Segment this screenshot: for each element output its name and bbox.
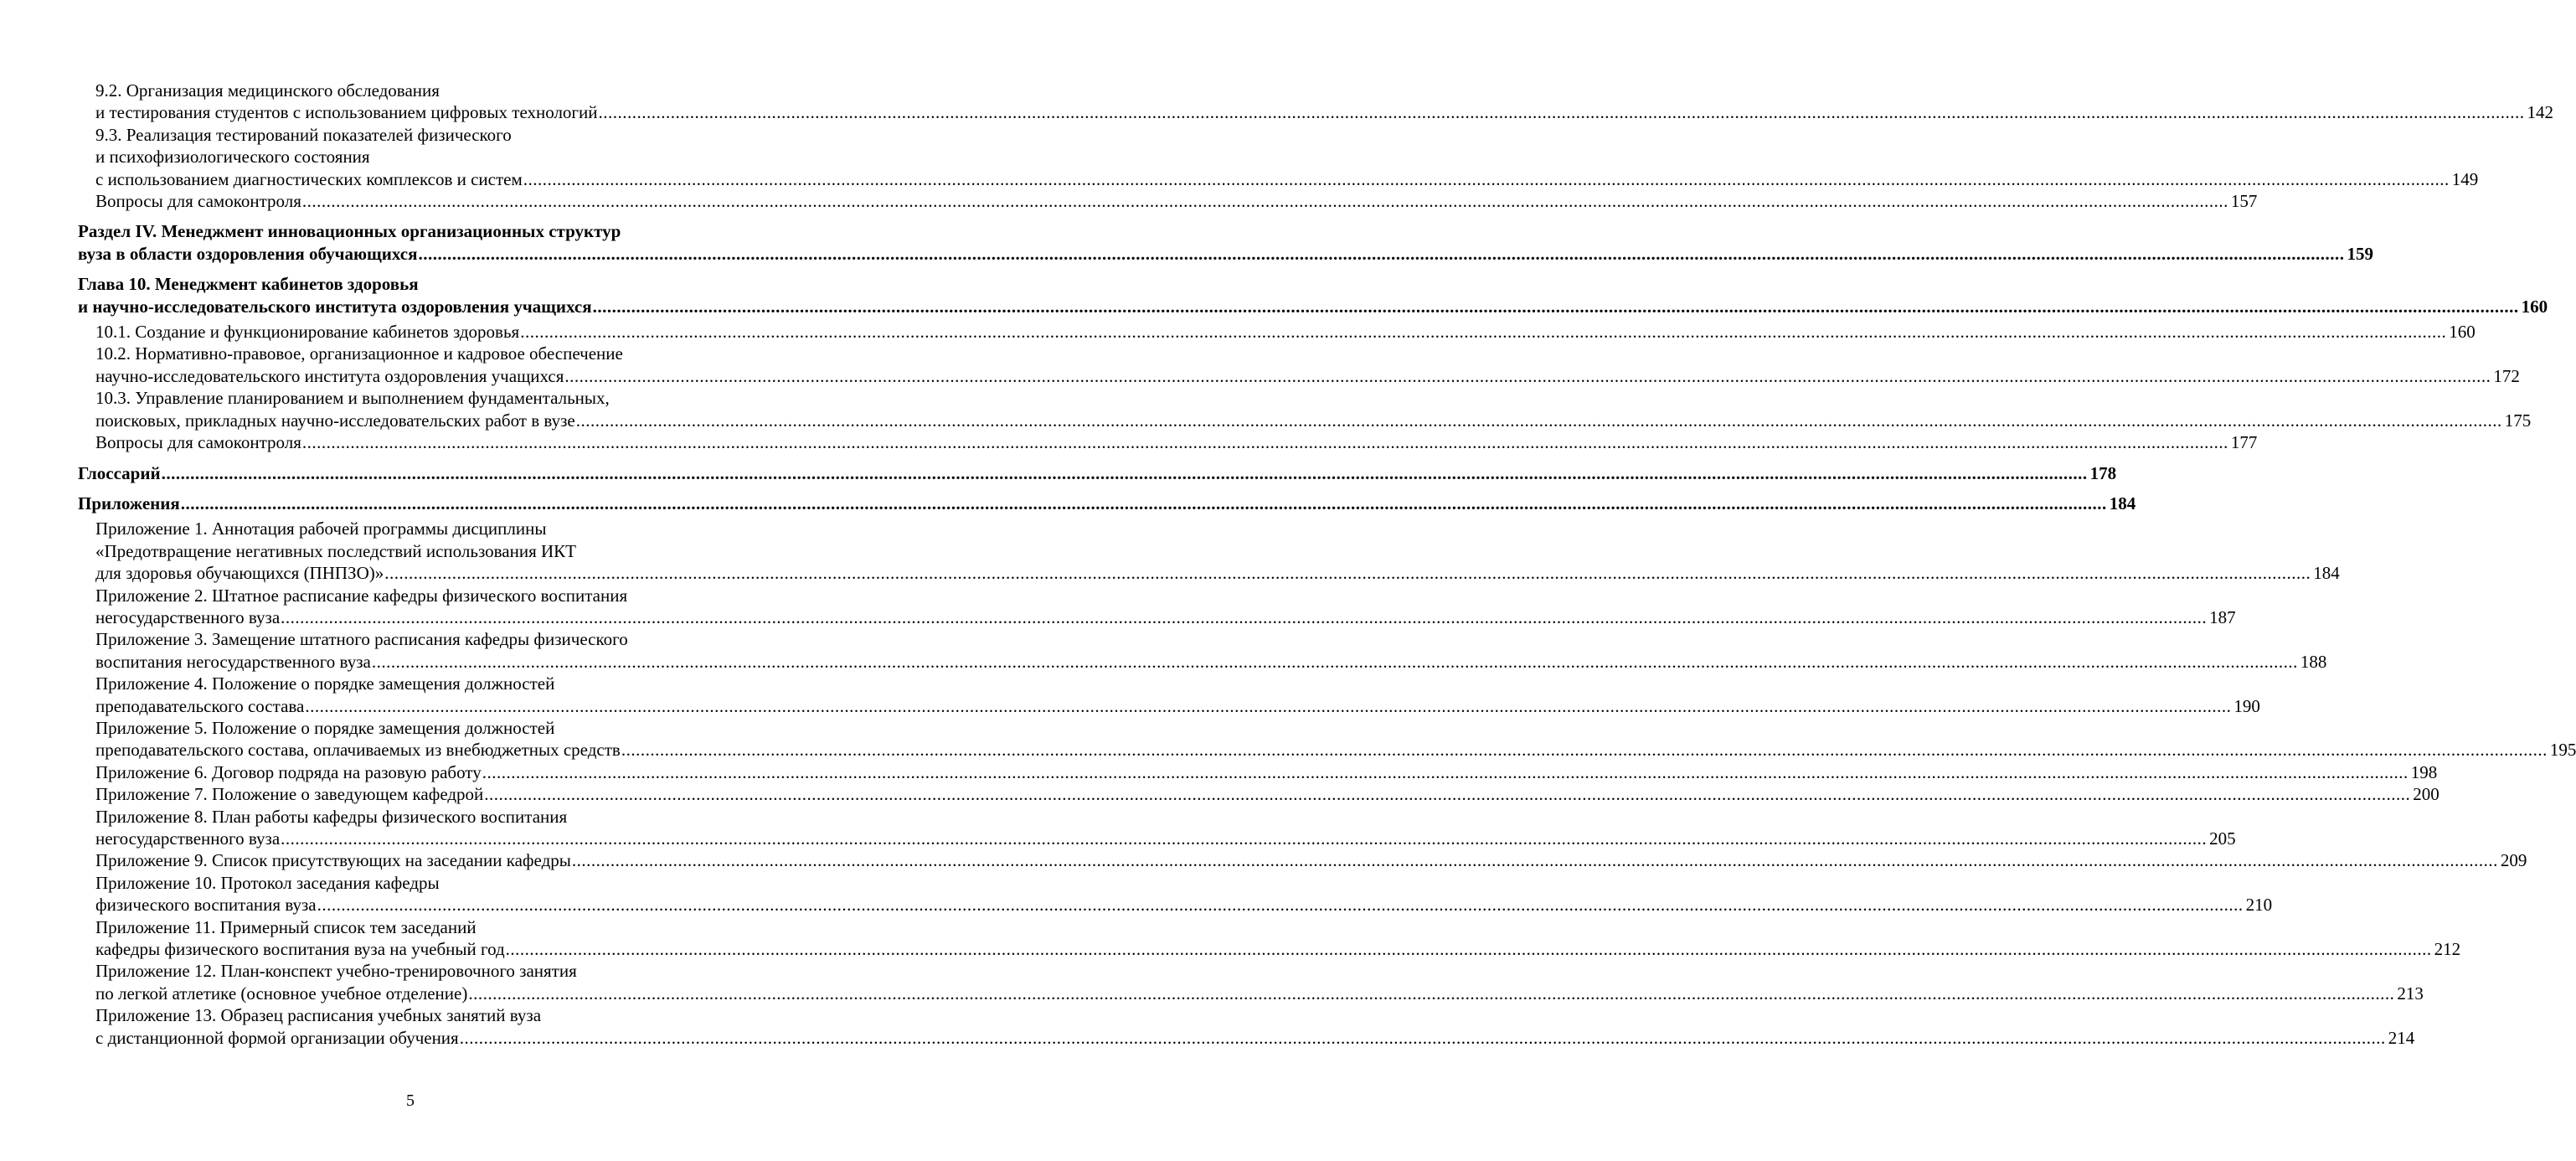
- toc-entry: [95, 343, 2520, 387]
- toc-entry-title: Вопросы для самоконтроля: [95, 432, 301, 453]
- toc-page-number: 210: [2245, 895, 2273, 916]
- toc-entry-title: Глоссарий: [78, 462, 161, 483]
- toc-entry-line: 10.3. Управление планированием и выполнением фундаментальных,: [95, 388, 610, 409]
- toc-entry-line: Приложение 10. Протокол заседания кафедры: [95, 872, 440, 893]
- dot-leader: ................................................................................................................................................................................................................................................................................................................................................................................................................: [281, 828, 2208, 849]
- toc-entry-line: Приложение 13. Образец расписания учебных занятий вуза: [95, 1005, 542, 1026]
- toc-entry: [95, 321, 2476, 343]
- dot-leader: ................................................................................................................................................................................................................................................................................................................................................................................................................: [371, 651, 2298, 672]
- toc-entry-title: с использованием диагностических комплексов и систем: [95, 168, 523, 189]
- dot-leader: ................................................................................................................................................................................................................................................................................................................................................................................................................: [505, 939, 2432, 960]
- toc-entry-title: 10.1. Создание и функционирование кабинетов здоровья: [95, 322, 520, 343]
- dot-leader: ................................................................................................................................................................................................................................................................................................................................................................................................................: [571, 850, 2498, 871]
- toc-heading: [78, 220, 2373, 265]
- toc-entry-title: физического воспитания вуза: [95, 895, 317, 916]
- toc-entry-line: Приложение 3. Замещение штатного расписания кафедры физического: [95, 629, 628, 650]
- toc-entry-title: Приложение 9. Список присутствующих на заседании кафедры: [95, 850, 571, 871]
- dot-leader: ................................................................................................................................................................................................................................................................................................................................................................................................................: [523, 168, 2450, 189]
- toc-entry: [95, 628, 2327, 673]
- toc-entry: [95, 1004, 2415, 1049]
- toc-entry-last-line: [78, 296, 2548, 317]
- toc-page-number: 157: [2230, 191, 2258, 212]
- toc-entry-last-line: [95, 321, 2476, 343]
- dot-leader: ................................................................................................................................................................................................................................................................................................................................................................................................................: [520, 322, 2447, 343]
- toc-entry-title: негосударственного вуза: [95, 828, 281, 849]
- toc-entry-title: Приложения: [78, 493, 180, 513]
- toc-entry-line: Приложение 1. Аннотация рабочей программы дисциплины: [95, 519, 547, 539]
- toc-entry: [95, 673, 2260, 717]
- dot-leader: ................................................................................................................................................................................................................................................................................................................................................................................................................: [418, 243, 2345, 264]
- toc-entry-line: Приложение 2. Штатное расписание кафедры физического воспитания: [95, 585, 628, 606]
- toc-page-number: 188: [2300, 651, 2327, 672]
- toc-entry: [95, 849, 2527, 871]
- toc-page-number: 214: [2388, 1027, 2415, 1048]
- toc-entry-last-line: [95, 431, 2258, 453]
- toc-page-number: 184: [2109, 493, 2136, 513]
- toc-page-number: 149: [2451, 168, 2479, 189]
- dot-leader: ................................................................................................................................................................................................................................................................................................................................................................................................................: [281, 606, 2208, 627]
- toc-page-number: 160: [2521, 296, 2548, 317]
- toc-entry: [95, 806, 2236, 850]
- dot-leader: ................................................................................................................................................................................................................................................................................................................................................................................................................: [161, 462, 2088, 483]
- toc-entry-last-line: [95, 695, 2260, 717]
- dot-leader: ................................................................................................................................................................................................................................................................................................................................................................................................................: [305, 695, 2232, 716]
- toc-entry-last-line: [95, 410, 2532, 431]
- toc-entry: [95, 387, 2532, 431]
- toc-entry-last-line: [95, 168, 2479, 190]
- toc-entry-last-line: [95, 1027, 2415, 1049]
- toc-entry: [95, 960, 2424, 1004]
- toc-entry-title: преподавательского состава: [95, 695, 305, 716]
- dot-leader: ................................................................................................................................................................................................................................................................................................................................................................................................................: [564, 365, 2491, 386]
- toc-entry-line: Приложение 8. План работы кафедры физического воспитания: [95, 806, 568, 827]
- toc-entry-title: и тестирования студентов с использованием цифровых технологий: [95, 102, 598, 123]
- toc-entry-line: Приложение 4. Положение о порядке замещения должностей: [95, 673, 555, 694]
- dot-leader: ................................................................................................................................................................................................................................................................................................................................................................................................................: [575, 410, 2502, 431]
- toc-entry-line: Приложение 11. Примерный список тем заседаний: [95, 916, 477, 937]
- toc-entry-title: по легкой атлетике (основное учебное отделение): [95, 983, 468, 1004]
- toc-entry-line: Приложение 12. План-конспект учебно-тренировочного занятия: [95, 961, 577, 982]
- toc-entry-line: 10.2. Нормативно-правовое, организационное и кадровое обеспечение: [95, 343, 623, 364]
- dot-leader: ................................................................................................................................................................................................................................................................................................................................................................................................................: [180, 493, 2107, 513]
- toc-entry-title: Приложение 7. Положение о заведующем кафедрой: [95, 784, 484, 805]
- toc-entry-line: Раздел IV. Менеджмент инновационных организационных структур: [78, 221, 621, 242]
- toc-page-number: 184: [2313, 563, 2340, 584]
- toc-entry-last-line: [95, 190, 2258, 212]
- toc-entry: [95, 783, 2439, 805]
- dot-leader: ................................................................................................................................................................................................................................................................................................................................................................................................................: [317, 895, 2244, 916]
- toc-page-number: 213: [2397, 983, 2424, 1004]
- table-of-contents: [78, 80, 2576, 1049]
- toc-entry: [95, 585, 2236, 629]
- dot-leader: ................................................................................................................................................................................................................................................................................................................................................................................................................: [592, 296, 2519, 317]
- toc-page-number: 160: [2449, 322, 2476, 343]
- dot-leader: ................................................................................................................................................................................................................................................................................................................................................................................................................: [482, 761, 2409, 782]
- toc-page-number: 195: [2549, 740, 2576, 761]
- toc-entry-last-line: [95, 828, 2236, 849]
- dot-leader: ................................................................................................................................................................................................................................................................................................................................................................................................................: [301, 432, 2228, 453]
- toc-entry-last-line: [95, 101, 2554, 123]
- toc-page-number: 172: [2493, 365, 2520, 386]
- toc-heading: [78, 462, 2117, 484]
- dot-leader: ................................................................................................................................................................................................................................................................................................................................................................................................................: [468, 983, 2395, 1004]
- toc-entry-last-line: [78, 243, 2373, 265]
- toc-entry-last-line: [95, 849, 2527, 871]
- toc-entry-line: Приложение 5. Положение о порядке замещения должностей: [95, 717, 555, 738]
- toc-entry: [95, 518, 2340, 584]
- toc-page-number: 177: [2230, 432, 2258, 453]
- toc-entry: [95, 717, 2576, 761]
- toc-entry: [95, 190, 2258, 212]
- toc-entry-line: 9.2. Организация медицинского обследования: [95, 80, 440, 101]
- dot-leader: ................................................................................................................................................................................................................................................................................................................................................................................................................: [598, 102, 2525, 123]
- toc-entry: [95, 872, 2273, 916]
- toc-entry: [95, 80, 2554, 124]
- dot-leader: ................................................................................................................................................................................................................................................................................................................................................................................................................: [459, 1027, 2386, 1048]
- toc-page-number: 187: [2209, 606, 2236, 627]
- toc-entry-title: научно-исследовательского института оздоровления учащихся: [95, 365, 564, 386]
- toc-entry-last-line: [95, 761, 2438, 783]
- toc-entry-last-line: [78, 493, 2136, 514]
- dot-leader: ................................................................................................................................................................................................................................................................................................................................................................................................................: [484, 784, 2411, 805]
- page-number: 5: [406, 1091, 415, 1110]
- toc-entry-last-line: [95, 562, 2340, 584]
- toc-entry-title: поисковых, прикладных научно-исследовательских работ в вузе: [95, 410, 575, 431]
- toc-entry-title: вуза в области оздоровления обучающихся: [78, 243, 418, 264]
- toc-entry-last-line: [95, 983, 2424, 1004]
- toc-page-number: 209: [2500, 850, 2527, 871]
- toc-entry-title: для здоровья обучающихся (ПНПЗО)»: [95, 563, 384, 584]
- toc-entry-last-line: [95, 938, 2461, 960]
- toc-entry-title: негосударственного вуза: [95, 606, 281, 627]
- toc-entry-line: и психофизиологического состояния: [95, 147, 370, 168]
- toc-entry-last-line: [95, 651, 2327, 673]
- toc-entry-last-line: [95, 606, 2236, 628]
- toc-entry-title: Приложение 6. Договор подряда на разовую работу: [95, 761, 482, 782]
- toc-entry-last-line: [95, 894, 2273, 916]
- toc-entry-last-line: [95, 739, 2576, 761]
- toc-entry-last-line: [78, 462, 2117, 484]
- toc-entry: [95, 916, 2461, 961]
- toc-entry: [95, 431, 2258, 453]
- toc-page-number: 212: [2434, 939, 2461, 960]
- dot-leader: ................................................................................................................................................................................................................................................................................................................................................................................................................: [384, 563, 2311, 584]
- toc-page-number: 198: [2410, 761, 2438, 782]
- toc-entry-title: Вопросы для самоконтроля: [95, 191, 301, 212]
- toc-entry-line: 9.3. Реализация тестирований показателей физического: [95, 124, 512, 145]
- toc-entry: [95, 761, 2438, 783]
- dot-leader: ................................................................................................................................................................................................................................................................................................................................................................................................................: [301, 191, 2228, 212]
- toc-entry-title: и научно-исследовательского института оздоровления учащихся: [78, 296, 592, 317]
- toc-entry-last-line: [95, 365, 2520, 387]
- toc-entry-last-line: [95, 783, 2439, 805]
- toc-page-number: 205: [2209, 828, 2236, 849]
- toc-entry-title: с дистанционной формой организации обучения: [95, 1027, 459, 1048]
- toc-page-number: 142: [2527, 102, 2554, 123]
- toc-entry-title: преподавательского состава, оплачиваемых из внебюджетных средств: [95, 740, 621, 761]
- toc-entry-line: Глава 10. Менеджмент кабинетов здоровья: [78, 274, 419, 295]
- toc-page-number: 200: [2413, 784, 2439, 805]
- toc-heading: [78, 493, 2136, 514]
- toc-heading: [78, 273, 2548, 317]
- toc-entry: [95, 124, 2479, 190]
- toc-page-number: 159: [2347, 243, 2373, 264]
- toc-entry-line: «Предотвращение негативных последствий использования ИКТ: [95, 540, 576, 561]
- toc-entry-title: кафедры физического воспитания вуза на учебный год: [95, 939, 505, 960]
- toc-page-number: 190: [2233, 695, 2260, 716]
- toc-page-number: 175: [2504, 410, 2532, 431]
- toc-entry-title: воспитания негосударственного вуза: [95, 651, 371, 672]
- toc-page-number: 178: [2089, 462, 2117, 483]
- dot-leader: ................................................................................................................................................................................................................................................................................................................................................................................................................: [621, 740, 2548, 761]
